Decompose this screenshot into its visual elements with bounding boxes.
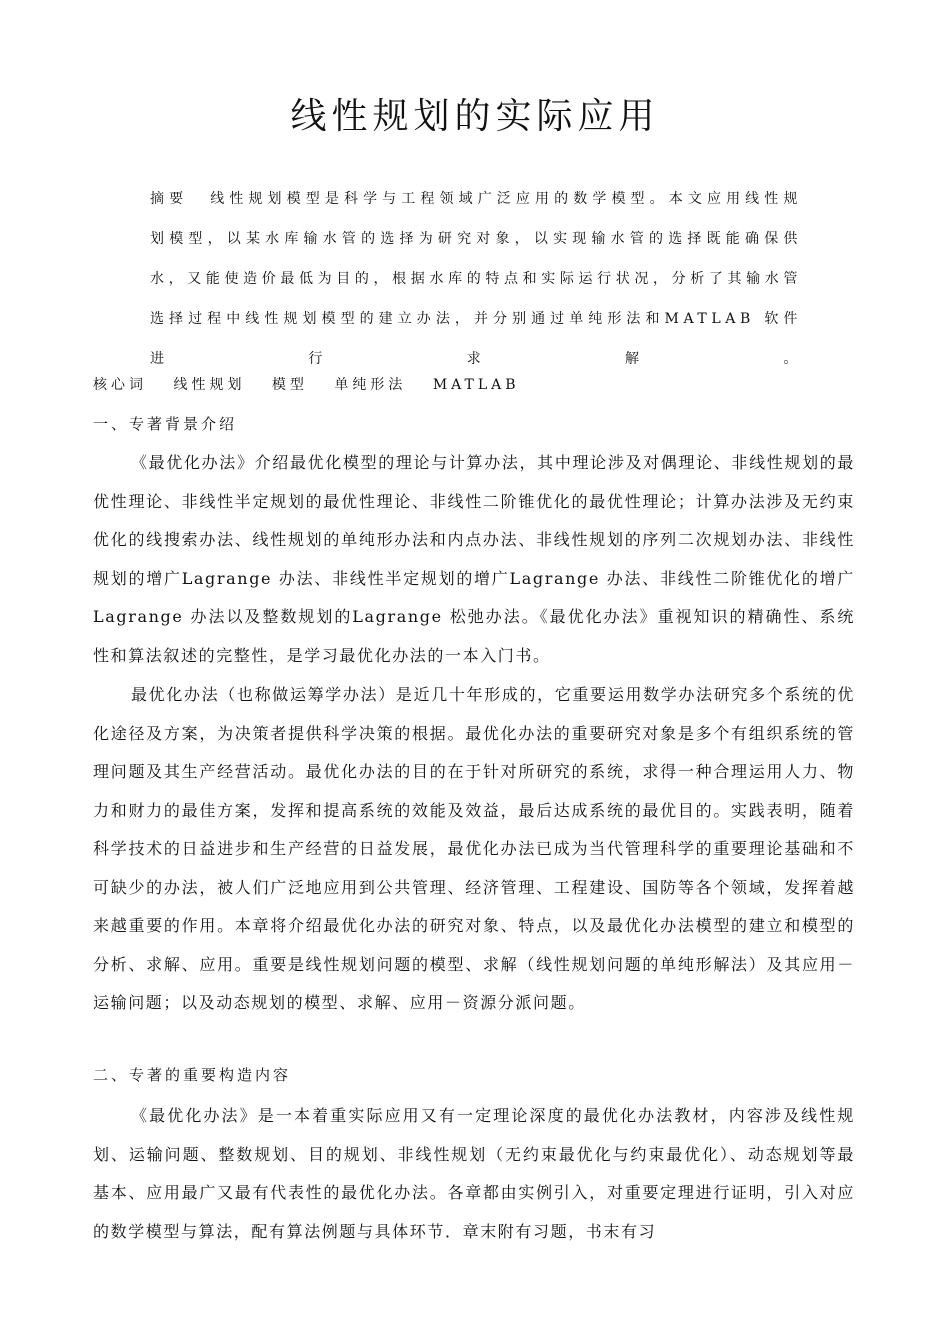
keywords-line bbox=[93, 373, 538, 397]
abstract-block bbox=[150, 179, 802, 379]
keywords-label: 核心词 bbox=[93, 377, 147, 393]
keyword-item: 模型 bbox=[271, 377, 308, 393]
keyword-item: MATLAB bbox=[432, 377, 520, 393]
document-title: 线性规划的实际应用 bbox=[290, 96, 660, 137]
section-heading: 二、专著的重要构造内容 bbox=[93, 1066, 292, 1084]
body-paragraph: 《最优化办法》是一本着重实际应用又有一定理论深度的最优化办法教材，内容涉及线性规划、运输问题、整数规划、目的规划、非线性规划（无约束最优化与约束最优化）、动态规划等最基本、应用最广又最有代表性的最优化办法。各章都由实例引入，对重要定理进行证明，引入对应的数学模型与算法，配有算法例题与具体环节．章末附有习题，书末有习 bbox=[93, 1106, 855, 1241]
keyword-item: 单纯形法 bbox=[334, 377, 407, 393]
body-paragraph: 最优化办法（也称做运筹学办法）是近几十年形成的，它重要运用数学办法研究多个系统的优化途径及方案，为决策者提供科学决策的根据。最优化办法的重要研究对象是多个有组织系统的管理问题及其生产经营活动。最优化办法的目的在于针对所研究的系统，求得一种合理运用人力、物力和财力的最佳方案，发挥和提高系统的效能及效益，最后达成系统的最优目的。实践表明，随着科学技术的日益进步和生产经营的日益发展，最优化办法已成为当代管理科学的重要理论基础和不可缺少的办法，被人们广泛地应用到公共管理、经济管理、工程建设、国防等各个领域，发挥着越来越重要的作用。本章将介绍最优化办法的研究对象、特点，以及最优化办法模型的建立和模型的分析、求解、应用。重要是线性规划问题的模型、求解（线性规划问题的单纯形解法）及其应用－运输问题；以及动态规划的模型、求解、应用－资源分派问题。 bbox=[93, 685, 855, 1012]
keyword-item: 线性规划 bbox=[173, 377, 246, 393]
section-heading: 一、专著背景介绍 bbox=[93, 415, 238, 433]
abstract-text: 线性规划模型是科学与工程领域广泛应用的数学模型。本文应用线性规划模型，以某水库输水管的选择为研究对象，以实现输水管的选择既能确保供水，又能使造价最低为目的，根据水库的特点和实际运行状况，分析了其输水管选择过程中线性规划模型的建立办法，并分别通过单纯形法和MATLAB 软件进行求解。 bbox=[150, 191, 802, 367]
abstract-label: 摘要 bbox=[150, 191, 189, 207]
body-paragraph: 《最优化办法》介绍最优化模型的理论与计算办法，其中理论涉及对偶理论、非线性规划的最优性理论、非线性半定规划的最优性理论、非线性二阶锥优化的最优性理论；计算办法涉及无约束优化的线搜索办法、线性规划的单纯形办法和内点办法、非线性规划的序列二次规划办法、非线性规划的增广Lagrange 办法、非线性半定规划的增广Lagrange 办法、非线性二阶锥优化的增广Lagrange 办法以及整数规划的Lagrange 松弛办法。《最优化办法》重视知识的精确性、系统性和算法叙述的完整性，是学习最优化办法的一本入门书。 bbox=[93, 453, 855, 665]
